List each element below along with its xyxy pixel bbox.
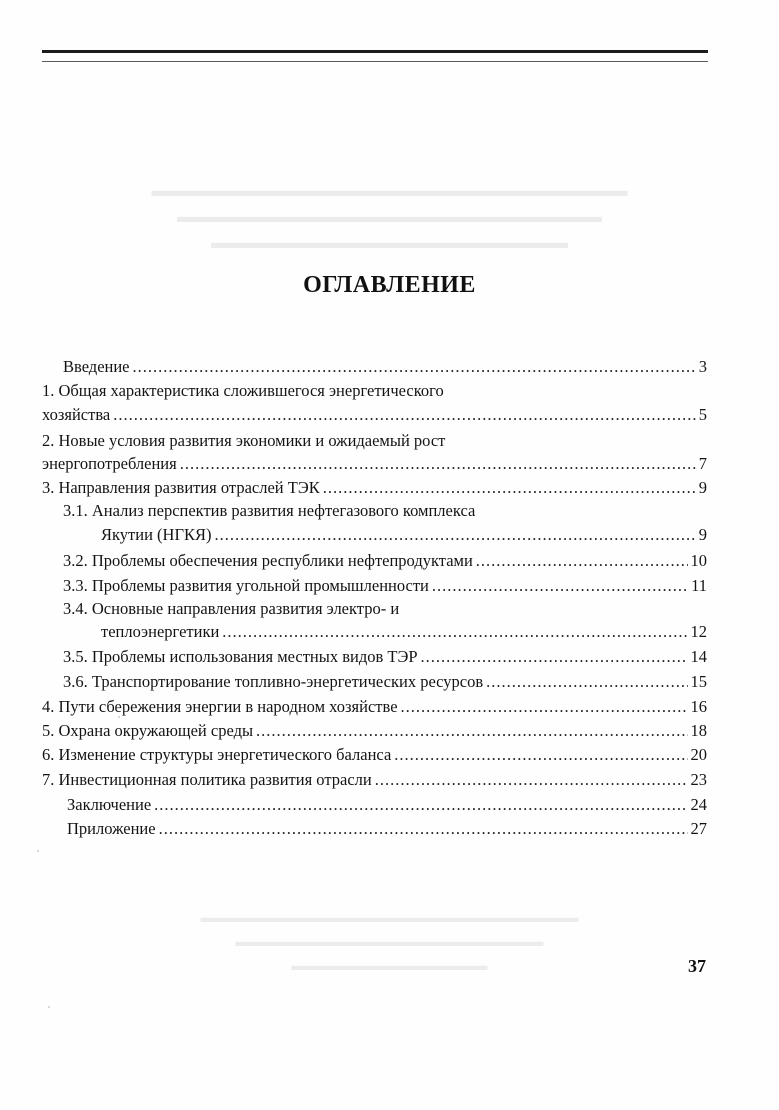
toc-entry-label: 3.3. Проблемы развития угольной промышленности bbox=[63, 576, 429, 595]
toc-leader-dots bbox=[375, 769, 688, 791]
toc-entry-label: 3.5. Проблемы использования местных видов ТЭР bbox=[63, 647, 418, 666]
toc-entry-label: 3.4. Основные направления развития электро- и bbox=[63, 599, 400, 618]
toc-leader-dots bbox=[486, 671, 687, 693]
toc-entry-page: 9 bbox=[698, 478, 707, 497]
toc-leader-dots bbox=[421, 646, 688, 668]
toc-entry-label: 5. Охрана окружающей среды bbox=[42, 721, 254, 740]
toc-entry-label: 7. Инвестиционная политика развития отрасли bbox=[42, 770, 372, 789]
toc-entry-section-3-4-cont[interactable] bbox=[101, 621, 707, 643]
toc-entry-label: 4. Пути сбережения энергии в народном хозяйстве bbox=[42, 697, 398, 716]
bleed-through-text: ▬▬▬▬▬▬▬▬▬▬▬▬▬▬▬▬▬▬▬▬▬▬▬▬▬▬▬▬ bbox=[151, 181, 628, 200]
toc-entry-section-3[interactable] bbox=[42, 477, 707, 499]
toc-entry-page: 16 bbox=[690, 697, 707, 716]
toc-entry-label: Введение bbox=[63, 357, 130, 376]
bleed-through-text: ▬▬▬▬▬▬▬▬▬▬▬▬▬▬▬▬▬▬▬▬▬▬ bbox=[235, 935, 544, 950]
toc-entry-section-5[interactable] bbox=[42, 720, 707, 742]
toc-entry-page: 27 bbox=[690, 819, 707, 838]
toc-entry-section-3-4[interactable] bbox=[63, 598, 707, 620]
toc-entry-section-6[interactable] bbox=[42, 744, 707, 766]
toc-entry-conclusion[interactable] bbox=[67, 794, 707, 816]
toc-entry-page: 9 bbox=[698, 525, 707, 544]
toc-entry-label: Приложение bbox=[67, 819, 156, 838]
toc-entry-label: Якутии (НГКЯ) bbox=[101, 525, 212, 544]
toc-leader-dots bbox=[113, 404, 696, 426]
toc-entry-page: 23 bbox=[690, 770, 707, 789]
toc-entry-section-1[interactable] bbox=[42, 380, 707, 402]
toc-entry-section-3-6[interactable] bbox=[63, 671, 707, 693]
toc-entry-label: 3.1. Анализ перспектив развития нефтегазового комплекса bbox=[63, 501, 476, 520]
toc-leader-dots bbox=[323, 477, 696, 499]
toc-leader-dots bbox=[394, 744, 687, 766]
toc-leader-dots bbox=[476, 550, 688, 572]
toc-entry-page: 24 bbox=[690, 795, 707, 814]
bleed-through-text: ▬▬▬▬▬▬▬▬▬▬▬▬▬▬ bbox=[291, 959, 488, 974]
toc-entry-label: 3.6. Транспортирование топливно-энергетических ресурсов bbox=[63, 672, 484, 691]
toc-entry-page: 20 bbox=[690, 745, 707, 764]
toc-entry-page: 12 bbox=[690, 622, 707, 641]
toc-entry-page: 15 bbox=[690, 672, 707, 691]
toc-entry-page: 5 bbox=[698, 405, 707, 424]
toc-entry-label: 3. Направления развития отраслей ТЭК bbox=[42, 478, 320, 497]
toc-entry-label: теплоэнергетики bbox=[101, 622, 220, 641]
toc-entry-page: 10 bbox=[690, 551, 707, 570]
toc-entry-label: 6. Изменение структуры энергетического баланса bbox=[42, 745, 392, 764]
toc-entry-intro[interactable] bbox=[63, 356, 707, 378]
bleed-through-text: ▬▬▬▬▬▬▬▬▬▬▬▬▬▬▬▬▬▬▬▬▬▬▬▬▬ bbox=[177, 207, 602, 226]
bleed-through-text: ▬▬▬▬▬▬▬▬▬▬▬▬▬▬▬▬▬▬▬▬▬▬▬▬▬▬▬ bbox=[200, 911, 579, 926]
toc-entry-page: 3 bbox=[698, 357, 707, 376]
bleed-through-text: ▬▬▬▬▬▬▬▬▬▬▬▬▬▬▬▬▬▬▬▬▬ bbox=[211, 233, 568, 252]
toc-leader-dots bbox=[256, 720, 687, 742]
toc-leader-dots bbox=[215, 524, 696, 546]
toc-entry-section-3-1[interactable] bbox=[63, 500, 707, 522]
toc-entry-section-3-3[interactable] bbox=[63, 575, 707, 597]
toc-entry-section-2[interactable] bbox=[42, 430, 707, 452]
toc-entry-page: 18 bbox=[690, 721, 707, 740]
toc-entry-label: 2. Новые условия развития экономики и ожидаемый рост bbox=[42, 431, 446, 450]
toc-entry-page: 11 bbox=[691, 576, 707, 595]
toc-entry-label: 3.2. Проблемы обеспечения республики нефтепродуктами bbox=[63, 551, 473, 570]
toc-leader-dots bbox=[222, 621, 687, 643]
toc-entry-label: 1. Общая характеристика сложившегося энергетического bbox=[42, 381, 444, 400]
toc-entry-section-2-cont[interactable] bbox=[42, 453, 707, 475]
toc-entry-section-3-1-cont[interactable] bbox=[101, 524, 707, 546]
toc-entry-section-1-cont[interactable] bbox=[42, 404, 707, 426]
toc-leader-dots bbox=[154, 794, 687, 816]
toc-title: ОГЛАВЛЕНИЕ bbox=[303, 272, 476, 298]
toc-entry-appendix[interactable] bbox=[67, 818, 707, 840]
toc-entry-label: Заключение bbox=[67, 795, 152, 814]
toc-leader-dots bbox=[133, 356, 696, 378]
toc-entry-section-3-2[interactable] bbox=[63, 550, 707, 572]
toc-entry-section-4[interactable] bbox=[42, 696, 707, 718]
toc-leader-dots bbox=[401, 696, 688, 718]
toc-entry-page: 7 bbox=[698, 454, 707, 473]
toc-leader-dots bbox=[180, 453, 696, 475]
toc-entry-page: 14 bbox=[690, 647, 707, 666]
toc-leader-dots bbox=[159, 818, 688, 840]
toc-leader-dots bbox=[432, 575, 688, 597]
toc-entry-label: энергопотребления bbox=[42, 454, 177, 473]
toc-entry-section-3-5[interactable] bbox=[63, 646, 707, 668]
toc-entry-label: хозяйства bbox=[42, 405, 111, 424]
toc-entry-section-7[interactable] bbox=[42, 769, 707, 791]
page-number: 37 bbox=[688, 956, 706, 976]
